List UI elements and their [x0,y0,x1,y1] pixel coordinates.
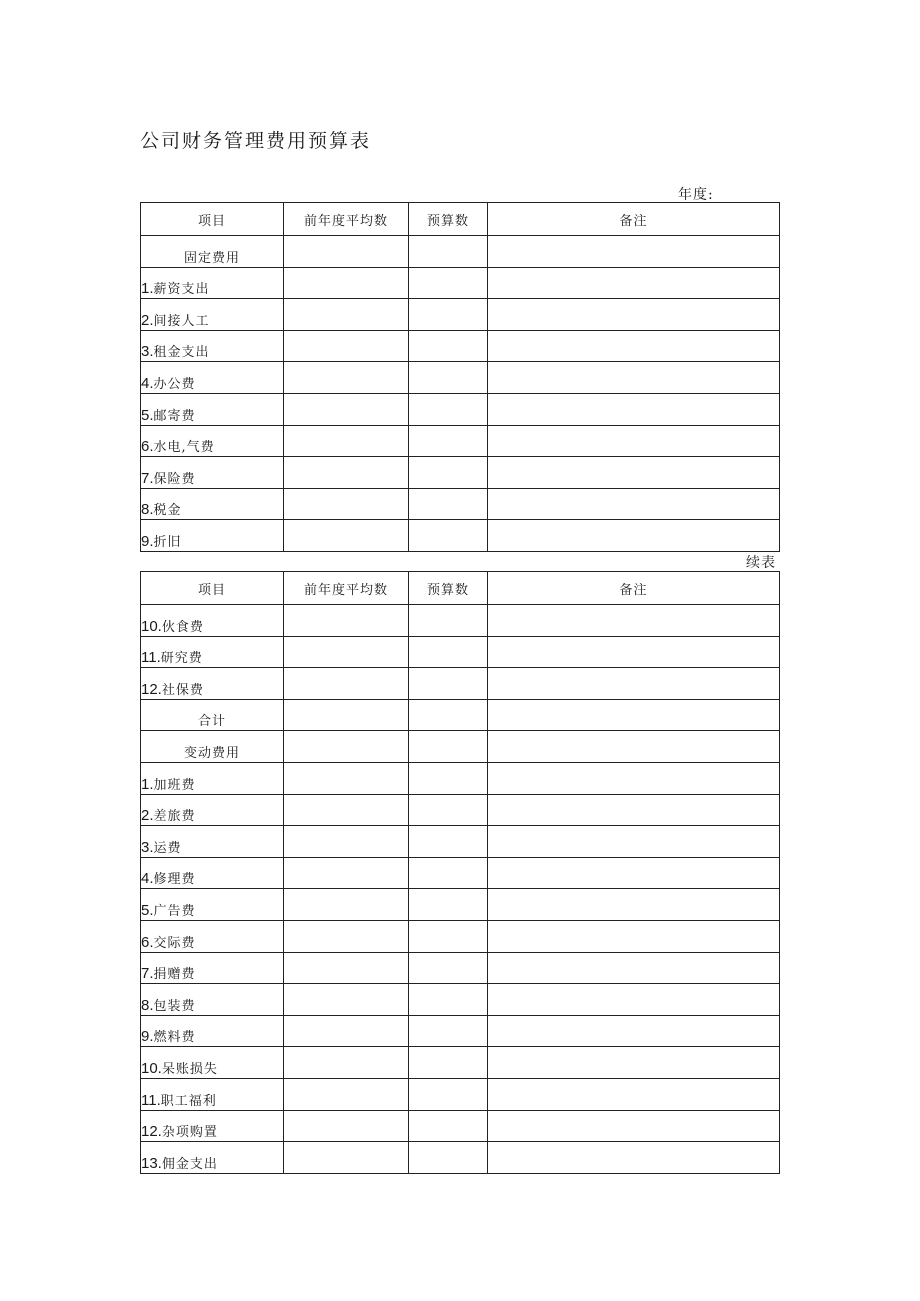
table-row [141,984,780,1016]
table-row [141,267,780,299]
table-row [141,636,780,668]
budget-amount-cell[interactable] [409,857,488,889]
item-label: 佣金支出 [161,1156,218,1172]
remarks-cell[interactable] [488,362,780,394]
table-row [141,889,780,921]
item-cell [141,1078,284,1110]
budget-table-continued [140,571,780,1174]
header-budget-amount: 预算数 [409,572,488,605]
item-cell [141,731,284,763]
remarks-cell[interactable] [488,668,780,700]
prev-year-average-cell[interactable] [284,1110,409,1142]
item-number: 10. [141,617,162,635]
item-label: 租金支出 [153,345,210,361]
item-cell [141,393,284,425]
item-number: 7. [141,965,154,983]
item-label: 交际费 [153,935,196,951]
budget-amount-cell[interactable] [409,952,488,984]
remarks-cell[interactable] [488,794,780,826]
item-label: 燃料费 [153,1030,196,1046]
item-number: 7. [141,469,154,487]
budget-amount-cell[interactable] [409,889,488,921]
remarks-cell[interactable] [488,920,780,952]
prev-year-average-cell[interactable] [284,299,409,331]
item-label: 保险费 [153,471,196,487]
item-label: 伙食费 [161,619,204,635]
table-row [141,520,780,552]
item-number: 8. [141,996,154,1014]
item-number: 4. [141,374,154,392]
remarks-cell[interactable] [488,636,780,668]
item-number: 5. [141,406,154,424]
item-cell [141,794,284,826]
prev-year-average-cell[interactable] [284,762,409,794]
item-cell [141,605,284,637]
table-row [141,362,780,394]
page-title: 公司财务管理费用预算表 [140,130,372,152]
item-cell [141,425,284,457]
budget-amount-cell[interactable] [409,1047,488,1079]
table-row [141,1142,780,1174]
prev-year-average-cell[interactable] [284,699,409,731]
item-label: 社保费 [161,682,204,698]
remarks-cell[interactable] [488,488,780,520]
item-label: 职工福利 [160,1093,217,1109]
table-row [141,1078,780,1110]
item-label: 折旧 [153,534,182,550]
item-number: 4. [141,870,154,888]
table-row [141,731,780,763]
budget-amount-cell[interactable] [409,1142,488,1174]
table-row [141,1110,780,1142]
prev-year-average-cell[interactable] [284,1142,409,1174]
item-number: 1. [141,280,154,298]
prev-year-average-cell[interactable] [284,330,409,362]
prev-year-average-cell[interactable] [284,794,409,826]
item-cell [141,267,284,299]
item-cell [141,1110,284,1142]
budget-amount-cell[interactable] [409,330,488,362]
table-row [141,857,780,889]
item-cell [141,762,284,794]
remarks-cell[interactable] [488,605,780,637]
budget-amount-cell[interactable] [409,425,488,457]
budget-amount-cell[interactable] [409,826,488,858]
item-cell [141,952,284,984]
prev-year-average-cell[interactable] [284,236,409,268]
budget-amount-cell[interactable] [409,457,488,489]
item-cell [141,699,284,731]
budget-amount-cell[interactable] [409,236,488,268]
item-label: 变动费用 [183,745,240,761]
prev-year-average-cell[interactable] [284,520,409,552]
prev-year-average-cell[interactable] [284,488,409,520]
item-cell [141,984,284,1016]
item-number: 11. [141,649,161,667]
item-number: 2. [141,311,154,329]
remarks-cell[interactable] [488,889,780,921]
remarks-cell[interactable] [488,330,780,362]
remarks-cell[interactable] [488,731,780,763]
item-cell [141,1015,284,1047]
table-row [141,920,780,952]
header-prev-year-average: 前年度平均数 [284,203,409,236]
header-item: 项目 [141,572,284,605]
item-label: 杂项购置 [161,1125,218,1141]
item-label: 捐赠费 [153,967,196,983]
item-label: 办公费 [153,376,196,392]
item-label: 薪资支出 [153,282,210,298]
remarks-cell[interactable] [488,857,780,889]
table-row [141,794,780,826]
item-cell [141,236,284,268]
budget-amount-cell[interactable] [409,984,488,1016]
prev-year-average-cell[interactable] [284,267,409,299]
item-cell [141,826,284,858]
item-cell [141,299,284,331]
item-number: 6. [141,438,154,456]
budget-amount-cell[interactable] [409,668,488,700]
remarks-cell[interactable] [488,1047,780,1079]
prev-year-average-cell[interactable] [284,668,409,700]
item-label: 研究费 [160,651,203,667]
item-cell [141,668,284,700]
item-label: 间接人工 [153,313,210,329]
budget-amount-cell[interactable] [409,762,488,794]
table-row [141,393,780,425]
prev-year-average-cell[interactable] [284,605,409,637]
prev-year-average-cell[interactable] [284,1015,409,1047]
item-number: 13. [141,1154,162,1172]
item-label: 差旅费 [153,809,196,825]
remarks-cell[interactable] [488,1078,780,1110]
item-number: 6. [141,933,154,951]
table-row [141,299,780,331]
remarks-cell[interactable] [488,1142,780,1174]
year-label: 年度: [678,187,714,203]
item-cell [141,889,284,921]
item-cell [141,520,284,552]
prev-year-average-cell[interactable] [284,889,409,921]
item-number: 3. [141,343,154,361]
budget-amount-cell[interactable] [409,699,488,731]
prev-year-average-cell[interactable] [284,636,409,668]
item-number: 12. [141,1123,162,1141]
item-number: 10. [141,1059,162,1077]
budget-table-fixed [140,202,780,552]
item-cell [141,636,284,668]
table-row [141,605,780,637]
item-label: 水电,气费 [153,440,215,456]
table-row [141,1015,780,1047]
item-number: 9. [141,532,154,550]
table-row [141,826,780,858]
item-label: 包装费 [153,998,196,1014]
budget-amount-cell[interactable] [409,731,488,763]
remarks-cell[interactable] [488,457,780,489]
item-label: 呆账损失 [161,1061,218,1077]
remarks-cell[interactable] [488,1015,780,1047]
header-remarks: 备注 [488,572,780,605]
header-remarks: 备注 [488,203,780,236]
budget-amount-cell[interactable] [409,1078,488,1110]
prev-year-average-cell[interactable] [284,984,409,1016]
item-label: 税金 [153,503,182,519]
item-number: 1. [141,775,154,793]
table-row [141,488,780,520]
item-cell [141,330,284,362]
item-cell [141,362,284,394]
table-row [141,699,780,731]
item-label: 合计 [197,714,226,730]
prev-year-average-cell[interactable] [284,393,409,425]
remarks-cell[interactable] [488,1110,780,1142]
table-row [141,668,780,700]
item-cell [141,857,284,889]
remarks-cell[interactable] [488,984,780,1016]
item-label: 广告费 [153,903,196,919]
item-number: 12. [141,680,162,698]
remarks-cell[interactable] [488,393,780,425]
header-item: 项目 [141,203,284,236]
prev-year-average-cell[interactable] [284,362,409,394]
budget-amount-cell[interactable] [409,267,488,299]
header-budget-amount: 预算数 [409,203,488,236]
remarks-cell[interactable] [488,236,780,268]
prev-year-average-cell[interactable] [284,1078,409,1110]
remarks-cell[interactable] [488,826,780,858]
budget-amount-cell[interactable] [409,605,488,637]
header-prev-year-average: 前年度平均数 [284,572,409,605]
prev-year-average-cell[interactable] [284,457,409,489]
item-number: 11. [141,1091,161,1109]
table-header-row [141,572,780,605]
remarks-cell[interactable] [488,699,780,731]
table-row [141,330,780,362]
budget-amount-cell[interactable] [409,488,488,520]
item-label: 固定费用 [183,250,240,266]
continued-label: 续表 [746,555,776,571]
item-cell [141,457,284,489]
table-row [141,762,780,794]
budget-amount-cell[interactable] [409,1110,488,1142]
budget-amount-cell[interactable] [409,362,488,394]
budget-amount-cell[interactable] [409,920,488,952]
remarks-cell[interactable] [488,267,780,299]
item-number: 3. [141,838,154,856]
prev-year-average-cell[interactable] [284,920,409,952]
item-number: 2. [141,807,154,825]
prev-year-average-cell[interactable] [284,857,409,889]
budget-amount-cell[interactable] [409,520,488,552]
table-row [141,457,780,489]
budget-amount-cell[interactable] [409,1015,488,1047]
remarks-cell[interactable] [488,520,780,552]
item-cell [141,1047,284,1079]
table-header-row [141,203,780,236]
item-cell [141,920,284,952]
item-cell [141,1142,284,1174]
prev-year-average-cell[interactable] [284,826,409,858]
item-label: 运费 [153,840,182,856]
budget-amount-cell[interactable] [409,636,488,668]
prev-year-average-cell[interactable] [284,952,409,984]
prev-year-average-cell[interactable] [284,425,409,457]
item-label: 加班费 [153,777,196,793]
item-cell [141,488,284,520]
prev-year-average-cell[interactable] [284,731,409,763]
item-number: 9. [141,1028,154,1046]
table-row [141,952,780,984]
item-label: 修理费 [153,872,196,888]
budget-amount-cell[interactable] [409,299,488,331]
budget-amount-cell[interactable] [409,794,488,826]
item-number: 5. [141,901,154,919]
prev-year-average-cell[interactable] [284,1047,409,1079]
item-label: 邮寄费 [153,408,196,424]
table-row [141,236,780,268]
remarks-cell[interactable] [488,299,780,331]
remarks-cell[interactable] [488,425,780,457]
budget-amount-cell[interactable] [409,393,488,425]
table-row [141,425,780,457]
remarks-cell[interactable] [488,952,780,984]
remarks-cell[interactable] [488,762,780,794]
item-number: 8. [141,501,154,519]
table-row [141,1047,780,1079]
